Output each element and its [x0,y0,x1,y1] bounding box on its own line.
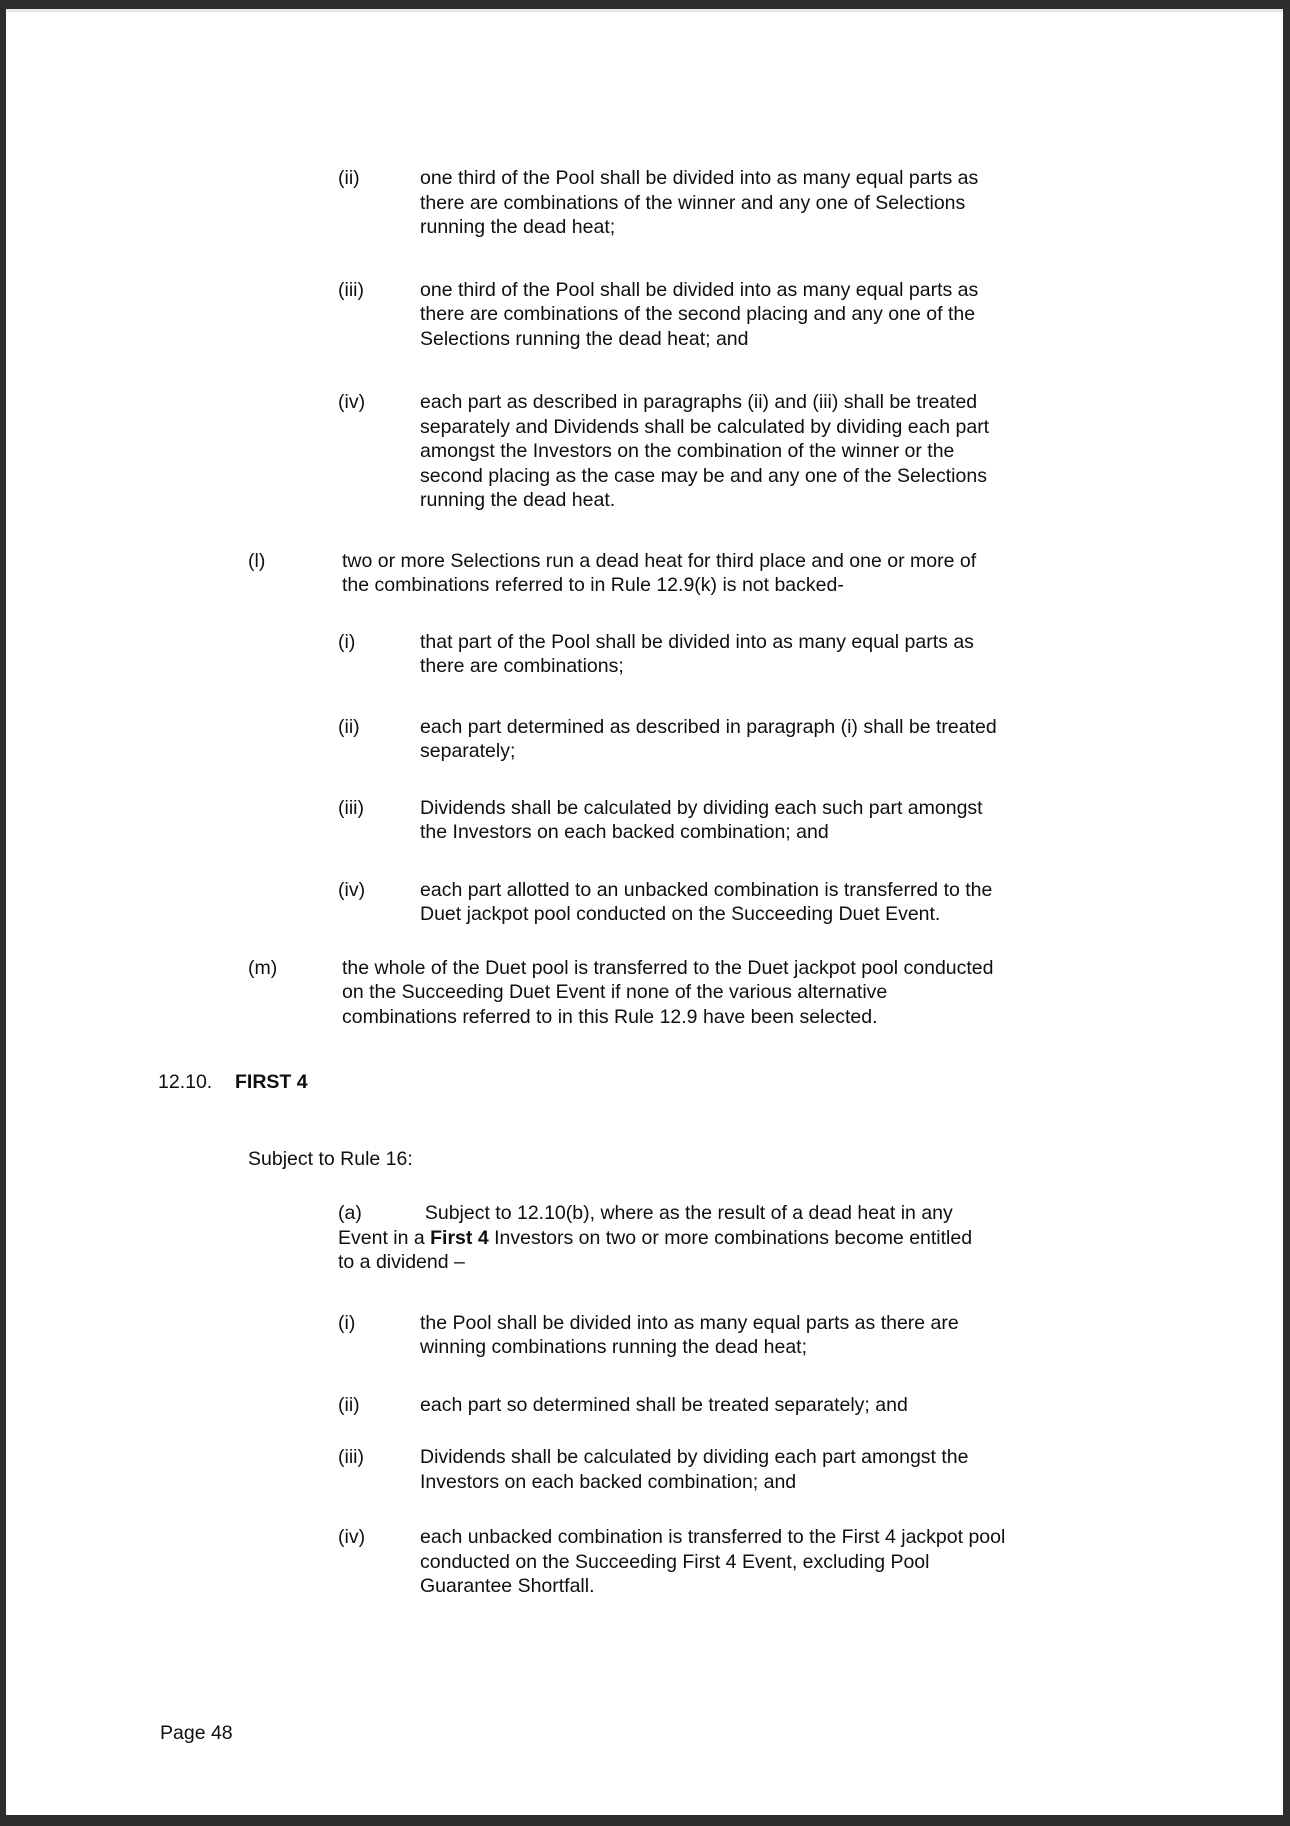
item-m [248,956,1283,1030]
text-line: each unbacked combination is transferred to the First 4 jackpot pool [420,1526,1006,1548]
text-line: second placing as the case may be and any one of the Selections [420,464,987,487]
text-line: the combinations referred to in Rule 12.9(k) is not backed- [342,574,844,596]
list-marker: (m) [248,956,278,979]
item-a-i [338,1311,1283,1360]
text-segment: Event in a [338,1226,431,1249]
list-marker: (a) [338,1202,362,1224]
text-line: there are combinations; [420,655,624,677]
list-marker: (ii) [338,715,360,738]
text-line: there are combinations of the second placing and any one of the [420,303,976,325]
item-text [420,796,1180,845]
text-line: the whole of the Duet pool is transferred to the Duet jackpot pool conducted [342,956,994,979]
text-line: on the Succeeding Duet Event if none of the various alternative [342,981,888,1003]
list-marker: (ii) [338,167,360,189]
text-line: Investors on each backed combination; and [420,1470,797,1493]
item-text [420,166,1180,240]
list-marker: (iii) [338,796,364,819]
text-line: Dividends shall be calculated by dividing each part amongst the [420,1446,969,1468]
text-line: Guarantee Shortfall. [420,1575,595,1597]
item-l-iii [338,796,1283,845]
list-marker: (iv) [338,878,366,901]
list-marker: (ii) [338,1393,360,1416]
item-l-iv [338,878,1283,927]
text-segment: Investors on two or more combinations become entitled [488,1226,973,1249]
section-number: 12.10. [158,1071,213,1093]
bold-text: First 4 [430,1226,489,1249]
item-a-ii [338,1393,1283,1418]
section-title: FIRST 4 [235,1071,308,1093]
text-segment: Subject to 12.10(b), where as the result of a dead heat in any [424,1202,953,1224]
item-a [338,1201,1170,1275]
text-line: each part allotted to an unbacked combination is transferred to the [420,878,993,901]
page-number: Page 48 [160,1722,233,1744]
item-text [342,549,1172,598]
item-k-iv [338,390,1283,513]
text-line: two or more Selections run a dead heat for third place and one or more of [342,549,977,572]
section-heading [158,1070,1283,1095]
item-l-ii [338,715,1283,764]
text-line: running the dead heat. [420,489,616,511]
item-a-iii [338,1445,1283,1494]
text-line: the Pool shall be divided into as many equal parts as there are [420,1311,959,1334]
page-content [6,166,1283,1599]
text-line: each part determined as described in paragraph (i) shall be treated [420,715,997,738]
text-line [338,1201,1170,1226]
text-line: to a dividend – [338,1251,465,1273]
item-text [420,1393,1180,1418]
text-line: each part as described in paragraphs (ii) and (iii) shall be treated [420,391,978,413]
text-line: winning combinations running the dead heat; [420,1336,808,1358]
text-line: combinations referred to in this Rule 12.9 have been selected. [342,1005,878,1028]
item-text [420,1445,1180,1494]
list-marker: (iv) [338,1526,366,1548]
item-text [420,878,1180,927]
item-l [248,549,1283,598]
list-marker: (iii) [338,278,364,301]
document-page [6,9,1283,1815]
text-line: Dividends shall be calculated by dividing each such part amongst [420,796,983,819]
item-text [420,1311,1180,1360]
text-line: the Investors on each backed combination; and [420,821,829,843]
list-marker: (i) [338,630,356,653]
list-marker: (iv) [338,391,366,413]
text-line: separately and Dividends shall be calculated by dividing each part [420,415,990,438]
item-text [420,278,1180,352]
item-text [342,956,1172,1030]
text-line: separately; [420,740,516,762]
text-line [338,1226,1170,1251]
text-line: each part so determined shall be treated separately; and [420,1393,908,1416]
text-line: there are combinations of the winner and any one of Selections [420,191,966,214]
item-k-ii [338,166,1283,240]
list-marker: (i) [338,1311,356,1334]
item-l-i [338,630,1283,679]
list-marker: (l) [248,549,266,572]
text-line: running the dead heat; [420,216,616,238]
item-text [420,390,1180,513]
text-line: amongst the Investors on the combination of the winner or the [420,440,955,462]
text-line: conducted on the Succeeding First 4 Event, excluding Pool [420,1550,930,1573]
item-text [420,1525,1180,1599]
text-line: that part of the Pool shall be divided into as many equal parts as [420,630,974,653]
text-line: Duet jackpot pool conducted on the Succeeding Duet Event. [420,903,941,925]
item-k-iii [338,278,1283,352]
intro-text: Subject to Rule 16: [248,1147,413,1170]
item-a-iv [338,1525,1283,1599]
item-text [420,630,1180,679]
item-text [420,715,1180,764]
text-line: one third of the Pool shall be divided into as many equal parts as [420,278,979,301]
text-line: one third of the Pool shall be divided into as many equal parts as [420,167,979,189]
text-line: Selections running the dead heat; and [420,327,749,350]
list-marker: (iii) [338,1446,364,1468]
